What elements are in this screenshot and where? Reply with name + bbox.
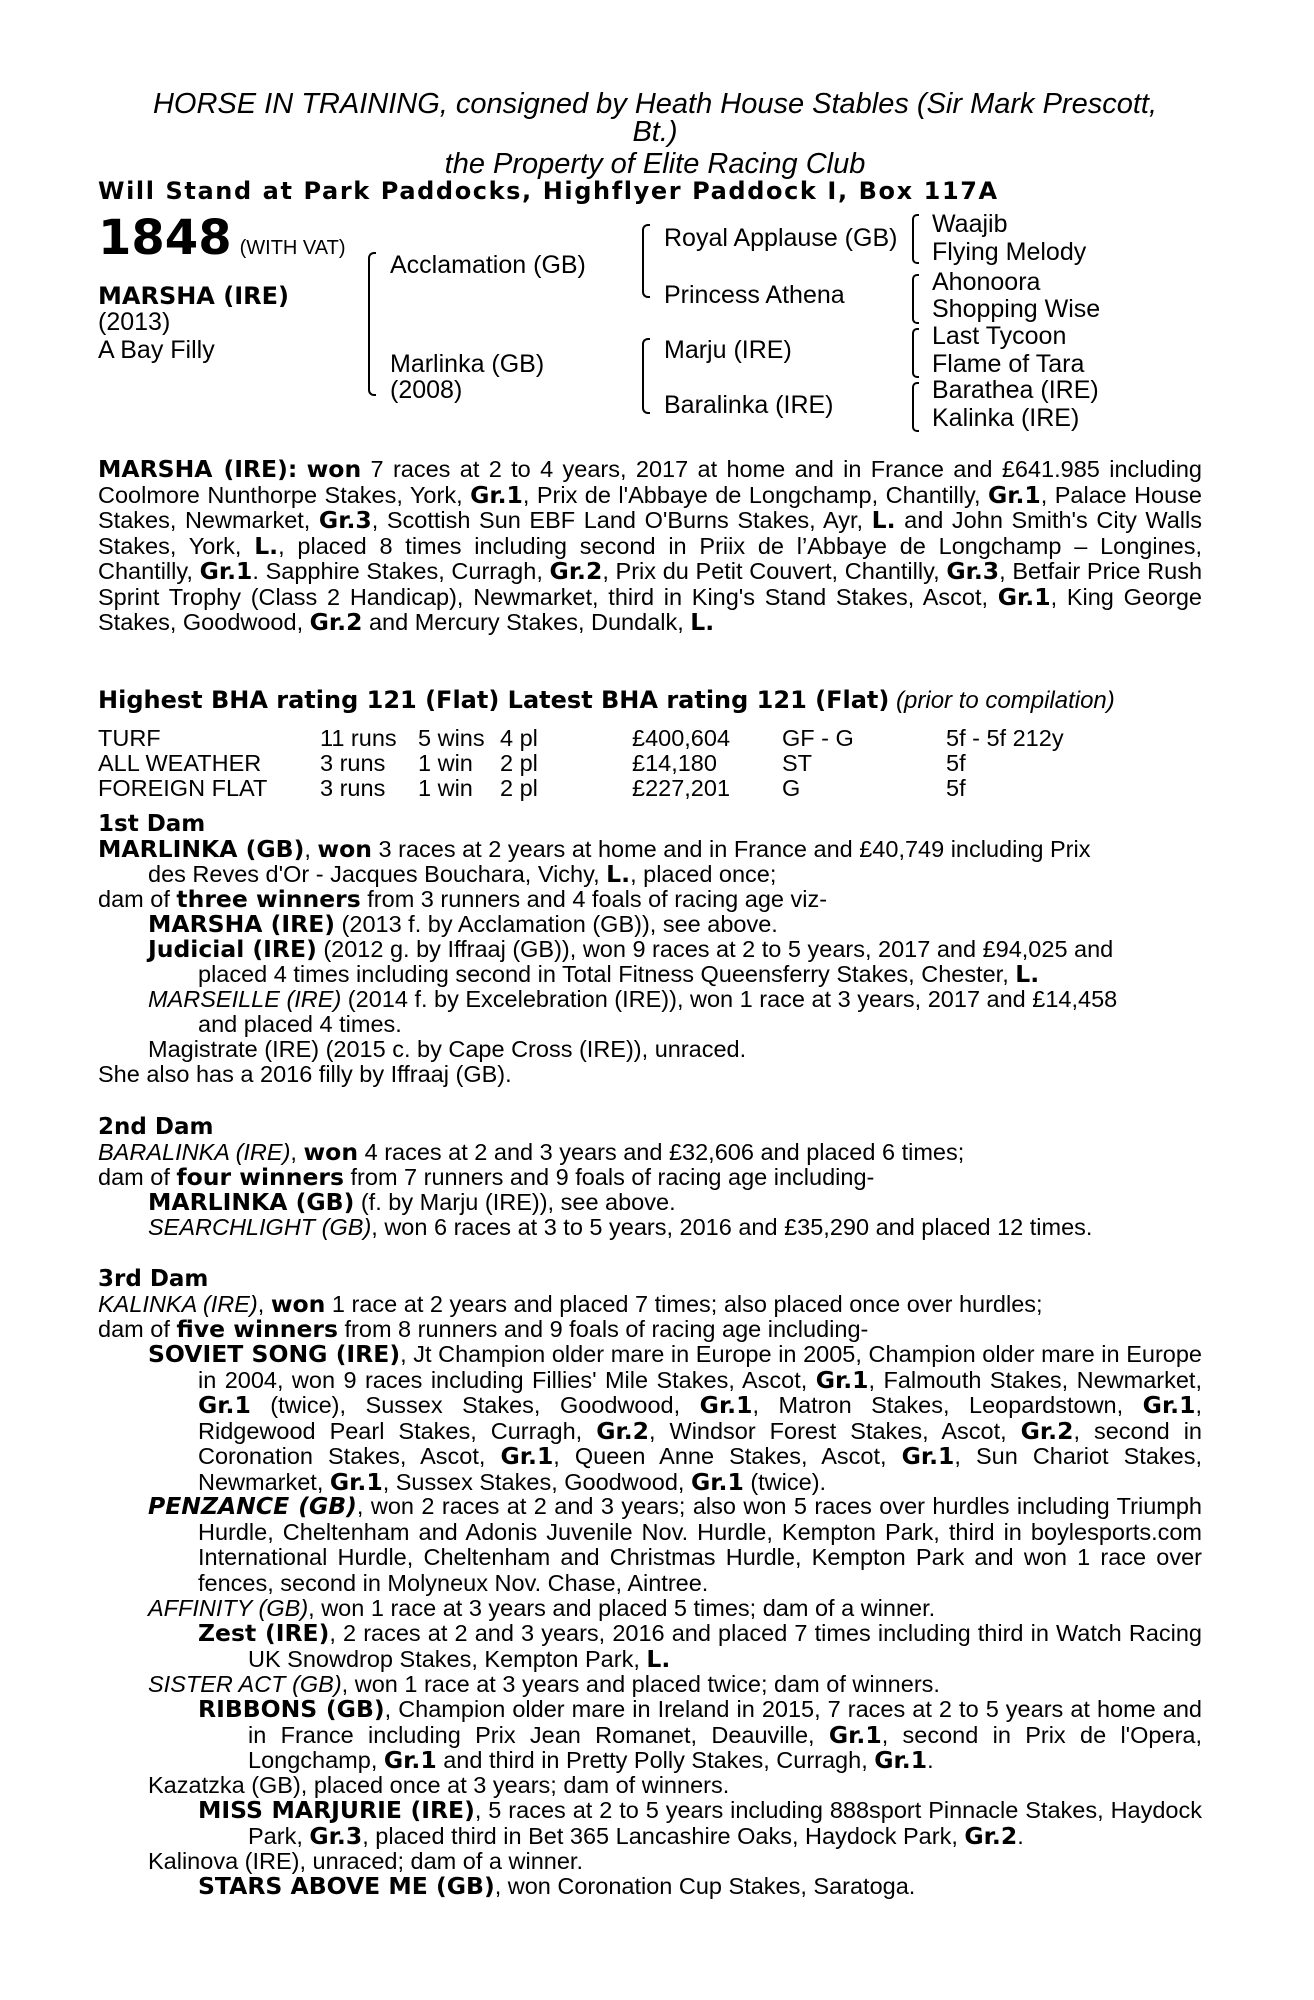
runs-distance: 5f xyxy=(946,775,966,801)
dam3-dam-of: dam of five winners from 8 runners and 9 foals of racing age including- xyxy=(98,1315,869,1343)
runs-prize: £400,604 xyxy=(632,725,731,751)
dam2-record: BARALINKA (IRE), won 4 races at 2 and 3 years and £32,606 and placed 6 times; xyxy=(98,1138,965,1166)
dam3-produce-penzance: PENZANCE (GB), won 2 races at 2 and 3 years; also won 5 races over hurdles including Triumph Hurdle, Cheltenham and Adonis Juvenile Nov. Hurdle, Kempton Park, third in boylesports.com International Hurdle, Cheltenham and Christmas Hurdle, Kempton Park and won 1 race over fences, second in Molyneux Nov. Chase, Aintree. xyxy=(148,1492,1202,1596)
runs-prize: £14,180 xyxy=(632,750,717,776)
horse-year: (2013) xyxy=(98,308,171,336)
bha-rating-note: (prior to compilation) xyxy=(896,687,1115,714)
pedigree-brace-dd xyxy=(912,382,919,432)
record-horse-name: MARSHA (IRE) xyxy=(98,455,288,483)
dam3-produce-zest: Zest (IRE), 2 races at 2 and 3 years, 2016 and placed 7 times including third in Watch Racing UK Snowdrop Stakes, Kempton Park, L. xyxy=(198,1619,1203,1673)
dam3-produce-kalinova: Kalinova (IRE), unraced; dam of a winner. xyxy=(148,1848,583,1874)
dam1-produce-3: MARSEILLE (IRE) (2014 f. by Excelebration (IRE)), won 1 race at 3 years, 2017 and £14,458 xyxy=(148,986,1118,1012)
dam1-also: She also has a 2016 filly by Iffraaj (GB). xyxy=(98,1061,512,1087)
pedigree-dam: Marlinka (GB) xyxy=(390,350,545,378)
vat-note: (WITH VAT) xyxy=(239,237,346,259)
dam3-produce-sister-act: SISTER ACT (GB), won 1 race at 3 years and placed twice; dam of winners. xyxy=(148,1671,940,1697)
dam2-dam-of: dam of four winners from 7 runners and 9 foals of racing age including- xyxy=(98,1163,875,1191)
pedigree-dam-dam: Baralinka (IRE) xyxy=(664,391,834,419)
runs-surface: ALL WEATHER xyxy=(98,750,262,776)
dam3-produce-kazatzka: Kazatzka (GB), placed once at 3 years; dam of winners. xyxy=(148,1772,730,1798)
pedigree-sss: Waajib xyxy=(932,210,1008,238)
dam1-produce-1: MARSHA (IRE) (2013 f. by Acclamation (GB)), see above. xyxy=(148,910,778,938)
pedigree-ddd: Kalinka (IRE) xyxy=(932,404,1080,432)
lot-number-value: 1848 xyxy=(98,210,232,266)
pedigree-sdd: Shopping Wise xyxy=(932,295,1101,323)
runs-surface: FOREIGN FLAT xyxy=(98,775,268,801)
pedigree-brace-dam xyxy=(642,338,650,414)
owner-line: the Property of Elite Racing Club xyxy=(444,148,866,180)
bha-rating xyxy=(98,688,1115,714)
runs-surface: TURF xyxy=(98,725,161,751)
dam3-produce-affinity: AFFINITY (GB), won 1 race at 3 years and placed 5 times; dam of a winner. xyxy=(148,1595,936,1621)
pedigree-sds: Ahonoora xyxy=(932,268,1041,296)
pedigree-sire: Acclamation (GB) xyxy=(390,251,586,279)
dam3-produce-stars-above-me: STARS ABOVE ME (GB), won Coronation Cup Stakes, Saratoga. xyxy=(198,1872,916,1900)
runs-wins: 5 wins xyxy=(418,725,485,751)
pedigree-dam-sire: Marju (IRE) xyxy=(664,336,792,364)
runs-placed: 4 pl xyxy=(500,725,538,751)
dam3-heading: 3rd Dam xyxy=(98,1266,209,1292)
pedigree-brace-ds xyxy=(912,328,919,378)
runs-going: GF - G xyxy=(782,725,854,751)
dam2-produce-2: SEARCHLIGHT (GB), won 6 races at 3 to 5 years, 2016 and £35,290 and placed 12 times. xyxy=(148,1214,1093,1240)
dam2-produce-1: MARLINKA (GB) (f. by Marju (IRE)), see above. xyxy=(148,1188,676,1216)
runs-count: 3 runs xyxy=(320,775,386,801)
pedigree-brace-sd xyxy=(912,274,919,324)
pedigree-sire-sire: Royal Applause (GB) xyxy=(664,224,898,252)
pedigree-brace-sire xyxy=(642,224,650,298)
dam3-produce-miss-marjurie: MISS MARJURIE (IRE), 5 races at 2 to 5 years including 888sport Pinnacle Stakes, Haydock Park, Gr.3, placed third in Bet 365 Lancashire Oaks, Haydock Park, Gr.2. xyxy=(198,1796,1202,1850)
dam1-dam-of: dam of three winners from 3 runners and 4 foals of racing age viz- xyxy=(98,885,828,913)
runs-going: G xyxy=(782,775,801,801)
runs-distance: 5f xyxy=(946,750,966,776)
runs-count: 11 runs xyxy=(320,725,397,751)
lot-number xyxy=(98,210,346,266)
runs-count: 3 runs xyxy=(320,750,386,776)
dam3-record: KALINKA (IRE), won 1 race at 2 years and placed 7 times; also placed once over hurdles; xyxy=(98,1290,1043,1318)
bha-rating-label: Highest BHA rating 121 (Flat) Latest BHA rating 121 (Flat) xyxy=(98,686,890,714)
dam2-heading: 2nd Dam xyxy=(98,1114,214,1140)
pedigree-dds: Barathea (IRE) xyxy=(932,376,1099,404)
dam1-produce-3-cont: and placed 4 times. xyxy=(198,1011,402,1037)
pedigree-ssd: Flying Melody xyxy=(932,238,1087,266)
dam1-record-line2: des Reves d'Or - Jacques Bouchara, Vichy, L., placed once; xyxy=(148,860,777,888)
runs-prize: £227,201 xyxy=(632,775,731,801)
runs-distance: 5f - 5f 212y xyxy=(946,725,1064,751)
runs-wins: 1 win xyxy=(418,750,473,776)
consignor-line-cont: Bt.) xyxy=(632,116,678,148)
pedigree-dam-year: (2008) xyxy=(390,376,463,404)
dam1-record-line1: MARLINKA (GB), won 3 races at 2 years at home and in France and £40,749 including Prix xyxy=(98,835,1091,863)
pedigree-brace-main xyxy=(368,252,376,396)
record-won: won xyxy=(306,455,362,483)
runs-going: ST xyxy=(782,750,813,776)
horse-description: A Bay Filly xyxy=(98,336,215,364)
dam3-produce-soviet-song: SOVIET SONG (IRE), Jt Champion older mare in Europe in 2005, Champion older mare in Europe in 2004, won 9 races including Fillies' Mile Stakes, Ascot, Gr.1, Falmouth Stakes, Newmarket, Gr.1 (twice), Sussex Stakes, Goodwood, Gr.1, Matron Stakes, Leopardstown, Gr.1, Ridgewood Pearl Stakes, Curragh, Gr.2, Windsor Forest Stakes, Ascot, Gr.2, second in Coronation Stakes, Ascot, Gr.1, Queen Anne Stakes, Ascot, Gr.1, Sun Chariot Stakes, Newmarket, Gr.1, Sussex Stakes, Goodwood, Gr.1 (twice). xyxy=(148,1340,1203,1496)
runs-placed: 2 pl xyxy=(500,775,538,801)
stand-location: Will Stand at Park Paddocks, Highflyer Paddock I, Box 117A xyxy=(98,177,999,205)
runs-placed: 2 pl xyxy=(500,750,538,776)
dam3-produce-ribbons: RIBBONS (GB), Champion older mare in Ireland in 2015, 7 races at 2 to 5 years at home and in France including Prix Jean Romanet, Deauville, Gr.1, second in Prix de l'Opera, Longchamp, Gr.1 and third in Pretty Polly Stakes, Curragh, Gr.1. xyxy=(198,1695,1202,1774)
pedigree-dsd: Flame of Tara xyxy=(932,350,1085,378)
dam1-produce-2-cont: placed 4 times including second in Total Fitness Queensferry Stakes, Chester, L. xyxy=(198,960,1040,988)
pedigree-sire-dam: Princess Athena xyxy=(664,281,845,309)
dam1-heading: 1st Dam xyxy=(98,811,206,837)
pedigree-brace-ss xyxy=(912,214,919,264)
pedigree-dss: Last Tycoon xyxy=(932,322,1067,350)
dam1-produce-2: Judicial (IRE) (2012 g. by Iffraaj (GB)), won 9 races at 2 to 5 years, 2017 and £94,025 and xyxy=(148,935,1114,963)
dam1-produce-4: Magistrate (IRE) (2015 c. by Cape Cross (IRE)), unraced. xyxy=(148,1036,747,1062)
consignor-line: HORSE IN TRAINING, consigned by Heath House Stables (Sir Mark Prescott, xyxy=(152,88,1158,120)
horse-name: MARSHA (IRE) xyxy=(98,282,289,310)
race-record: MARSHA (IRE): won 7 races at 2 to 4 years, 2017 at home and in France and £641.985 including Coolmore Nunthorpe Stakes, York, Gr.1, Prix de l'Abbaye de Longchamp, Chantilly, Gr.1, Palace House Stakes, Newmarket, Gr.3, Scottish Sun EBF Land O'Burns Stakes, Ayr, L. and John Smith's City Walls Stakes, York, L., placed 8 times including second in Priix de l’Abbaye de Longchamp – Longines, Chantilly, Gr.1. Sapphire Stakes, Curragh, Gr.2, Prix du Petit Couvert, Chantilly, Gr.3, Betfair Price Rush Sprint Trophy (Class 2 Handicap), Newmarket, third in King's Stand Stakes, Ascot, Gr.1, King George Stakes, Goodwood, Gr.2 and Mercury Stakes, Dundalk, L. xyxy=(98,455,1203,636)
runs-wins: 1 win xyxy=(418,775,473,801)
